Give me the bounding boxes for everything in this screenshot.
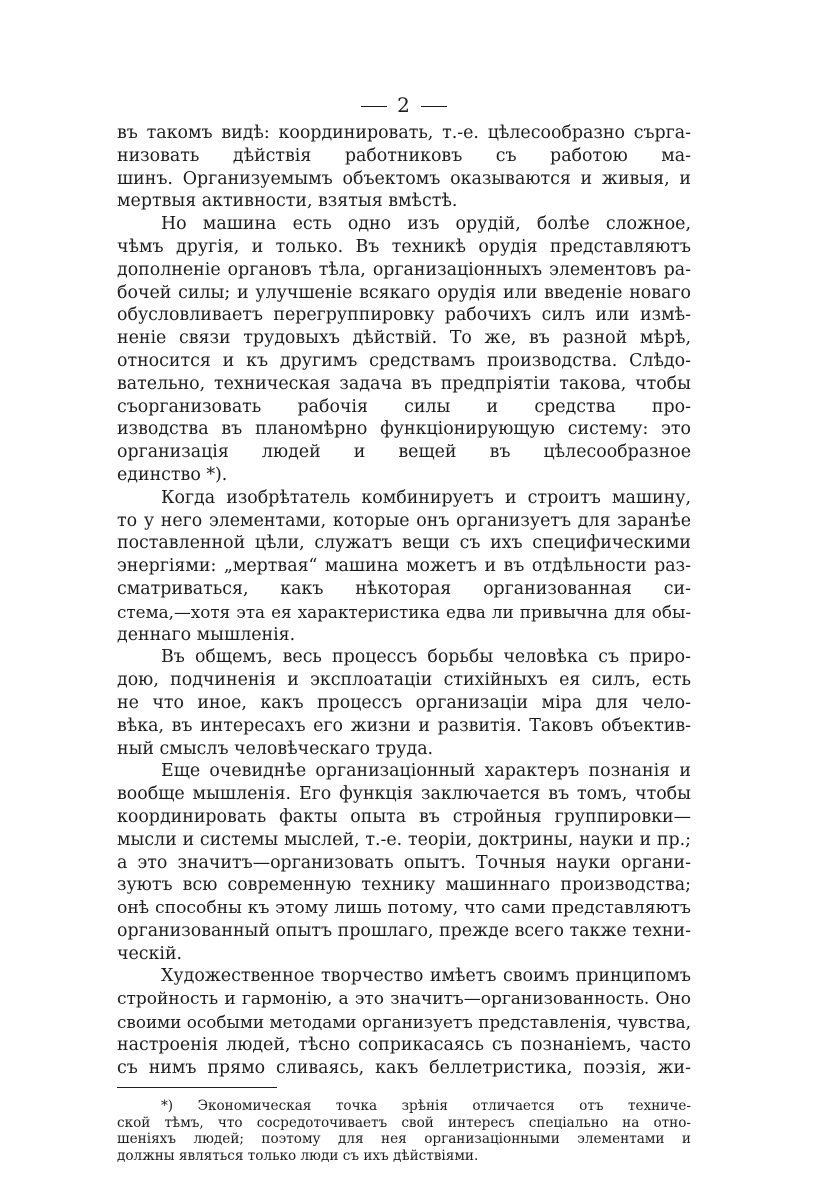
text-line: мертвыя активности, взятыя вмѣстѣ.	[117, 191, 458, 212]
text-line: вѣка, въ интересахъ его жизни и развитія. Таковъ объектив-	[117, 715, 691, 736]
text-line: энергіями: „мертвая“ машина можетъ и въ отдѣльности раз-	[117, 556, 691, 577]
text-line: сматриваться, какъ нѣкоторая организованная си-	[117, 578, 691, 599]
text-line: съ нимъ прямо сливаясь, какъ беллетристика, поэзія, жи-	[117, 1057, 691, 1078]
paragraph	[117, 487, 691, 647]
text-line: Когда изобрѣтатель комбинируетъ и строитъ машину,	[161, 487, 691, 508]
text-line: относится и къ другимъ средствамъ производства. Слѣдо-	[117, 350, 691, 371]
text-line: своими особыми методами организуетъ представленія, чувства,	[117, 1012, 691, 1033]
text-line: поставленной цѣли, служатъ вещи съ ихъ специфическими	[117, 533, 691, 554]
footnote-line: шеніяхъ людей; поэтому для нея организаціонными элементами и	[117, 1131, 691, 1148]
paragraph	[117, 122, 691, 213]
footnote-separator	[117, 1087, 277, 1088]
paragraph	[117, 760, 691, 965]
text-line: стема,—хотя эта ея характеристика едва ли привычна для обы-	[117, 601, 691, 622]
dash-left	[361, 106, 387, 107]
text-line: низовать дѣйствія работниковъ съ работою ма-	[117, 145, 691, 166]
text-line: чѣмъ другія, и только. Въ техникѣ орудія представляютъ	[117, 236, 691, 257]
text-line: изводства въ планомѣрно функціонирующую систему: это	[117, 419, 691, 440]
text-line: мысли и системы мыслей, т.-е. теоріи, доктрины, науки и пр.;	[117, 829, 691, 850]
text-line: не что иное, какъ процессъ организаціи міра для чело-	[117, 692, 691, 713]
text-line: организація людей и вещей въ цѣлесообразное	[117, 442, 691, 463]
text-line: настроенія людей, тѣсно соприкасаясь съ познаніемъ, часто	[117, 1034, 691, 1055]
page-number-header	[117, 88, 691, 122]
text-line: стройность и гармонію, а это значитъ—организованность. Оно	[117, 989, 691, 1010]
text-line: организованный опытъ прошлаго, прежде всего также техни-	[117, 920, 691, 941]
text-line: вательно, техническая задача въ предпріятіи такова, чтобы	[117, 373, 691, 394]
footnote-line: ской тѣмъ, что сосредоточиваетъ свой интересъ спеціально на отно-	[117, 1114, 691, 1131]
paragraph	[117, 965, 691, 1079]
text-line: координировать факты опыта въ стройныя группировки—	[117, 806, 691, 827]
text-line: ный смыслъ человѣческаго труда.	[117, 738, 434, 759]
text-line: Въ общемъ, весь процессъ борьбы человѣка съ приро-	[161, 647, 691, 668]
text-line: неніе связи трудовыхъ дѣйствій. То же, въ разной мѣрѣ,	[117, 328, 691, 349]
text-line: Но машина есть одно изъ орудій, болѣе сложное,	[161, 214, 691, 235]
footnote-line: должны являться только люди съ ихъ дѣйствіями.	[117, 1147, 479, 1164]
paragraph	[117, 646, 691, 760]
text-line: ческій.	[117, 943, 183, 964]
text-line: шинъ. Организуемымъ объектомъ оказываются и живыя, и	[117, 168, 691, 189]
dash-right	[421, 106, 447, 107]
text-line: вообще мышленія. Его функція заключается въ томъ, чтобы	[117, 784, 691, 805]
text-line: съорганизовать рабочія силы и средства про-	[117, 396, 691, 417]
text-line: деннаго мышленія.	[117, 624, 296, 645]
text-line: единство *).	[117, 464, 228, 485]
text-line: Еще очевиднѣе организаціонный характеръ познанія и	[161, 761, 691, 782]
text-line: зуютъ всю современную технику машиннаго производства;	[117, 875, 691, 896]
text-line: бочей силы; и улучшеніе всякаго орудія или введеніе новаго	[117, 282, 691, 303]
paragraph	[117, 213, 691, 487]
text-line: онѣ способны къ этому лишь потому, что сами представляютъ	[117, 898, 691, 919]
footnote	[117, 1098, 691, 1164]
text-line: то у него элементами, которые онъ организуетъ для заранѣе	[117, 510, 691, 531]
document-page	[117, 88, 691, 1164]
text-line: а это значитъ—организовать опытъ. Точныя науки органи-	[117, 852, 691, 873]
text-line: дополненіе органовъ тѣла, организаціонныхъ элементовъ ра-	[117, 259, 691, 280]
page-number: 2	[397, 93, 411, 117]
text-line: Художественное творчество имѣетъ своимъ принципомъ	[161, 966, 691, 987]
text-line: въ такомъ видѣ: координировать, т.-е. цѣлесообразно сърга-	[117, 123, 691, 143]
text-line: обусловливаетъ перегруппировку рабочихъ силъ или измѣ-	[117, 305, 691, 326]
text-line: дою, подчиненія и эксплоатаціи стихійныхъ ея силъ, есть	[117, 670, 691, 691]
footnote-line: *) Экономическая точка зрѣнія отличается отъ техниче-	[161, 1098, 691, 1115]
body-text	[117, 122, 691, 1079]
